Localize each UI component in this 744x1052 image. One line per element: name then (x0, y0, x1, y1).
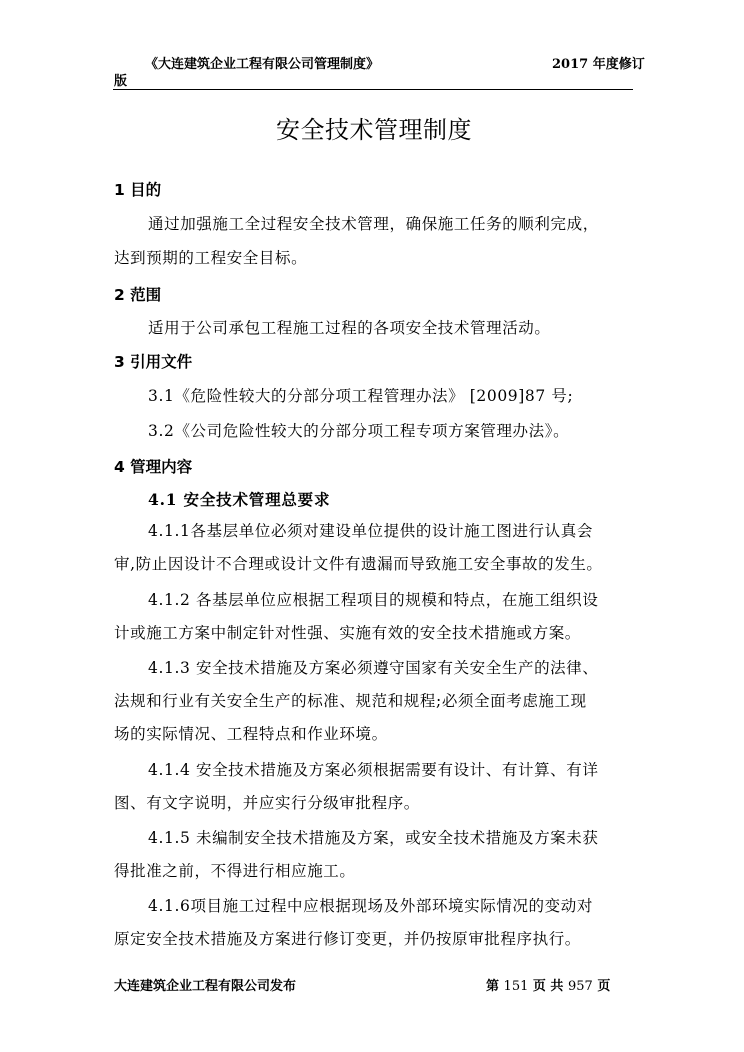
section-heading-scope: 2 范围 (114, 286, 162, 304)
paragraph-line: 得批准之前，不得进行相应施工。 (114, 862, 356, 880)
paragraph-line: 4.1.6项目施工过程中应根据现场及外部环境实际情况的变动对 (148, 897, 593, 915)
section-heading-management: 4 管理内容 (114, 458, 193, 476)
paragraph-line: 计或施工方案中制定针对性强、实施有效的安全技术措施或方案。 (114, 624, 581, 642)
footer-page-total: 957 (567, 979, 593, 994)
footer-page-suffix: 页 (597, 979, 611, 994)
paragraph-line: 原定安全技术措施及方案进行修订变更，并仍按原审批程序执行。 (114, 930, 581, 948)
paragraph-line: 3.1《危险性较大的分部分项工程管理办法》 [2009]87 号; (148, 387, 574, 405)
footer-page-mid: 页 共 (532, 979, 564, 994)
header-divider (113, 89, 633, 90)
paragraph-line: 4.1.1各基层单位必须对建设单位提供的设计施工图进行认真会 (148, 522, 593, 540)
paragraph-line: 场的实际情况、工程特点和作业环境。 (114, 725, 388, 743)
paragraph-line: 图、有文字说明，并应实行分级审批程序。 (114, 794, 420, 812)
paragraph-line: 法规和行业有关安全生产的标准、规范和规程;必须全面考虑施工现 (114, 692, 587, 710)
paragraph-line: 4.1.2 各基层单位应根据工程项目的规模和特点，在施工组织设 (148, 591, 599, 609)
paragraph-line: 4.1.4 安全技术措施及方案必须根据需要有设计、有计算、有详 (148, 761, 599, 779)
footer-page-number (486, 975, 610, 994)
section-heading-references: 3 引用文件 (114, 353, 193, 371)
footer-page-prefix: 第 (486, 979, 500, 994)
paragraph-line: 审,防止因设计不合理或设计文件有遗漏而导致施工安全事故的发生。 (114, 555, 603, 573)
paragraph-line: 适用于公司承包工程施工过程的各项安全技术管理活动。 (148, 319, 551, 337)
header-revision: 2017 年度修订 (552, 57, 645, 72)
section-heading-purpose: 1 目的 (114, 181, 162, 199)
header-doc-title: 《大连建筑企业工程有限公司管理制度》 (145, 57, 380, 72)
paragraph-line: 达到预期的工程安全目标。 (114, 249, 308, 267)
paragraph-line: 3.2《公司危险性较大的分部分项工程专项方案管理办法》。 (148, 422, 570, 440)
paragraph-line: 4.1.3 安全技术措施及方案必须遵守国家有关安全生产的法律、 (148, 659, 599, 677)
header-revision-wrap: 版 (114, 74, 128, 89)
paragraph-line: 通过加强施工全过程安全技术管理，确保施工任务的顺利完成， (148, 215, 599, 233)
footer-publisher: 大连建筑企业工程有限公司发布 (114, 979, 297, 994)
sub-heading-general-requirements: 4.1 安全技术管理总要求 (148, 490, 331, 509)
paragraph-line: 4.1.5 未编制安全技术措施及方案，或安全技术措施及方案未获 (148, 829, 599, 847)
footer-page-current: 151 (503, 979, 529, 994)
page-title: 安全技术管理制度 (276, 116, 472, 144)
